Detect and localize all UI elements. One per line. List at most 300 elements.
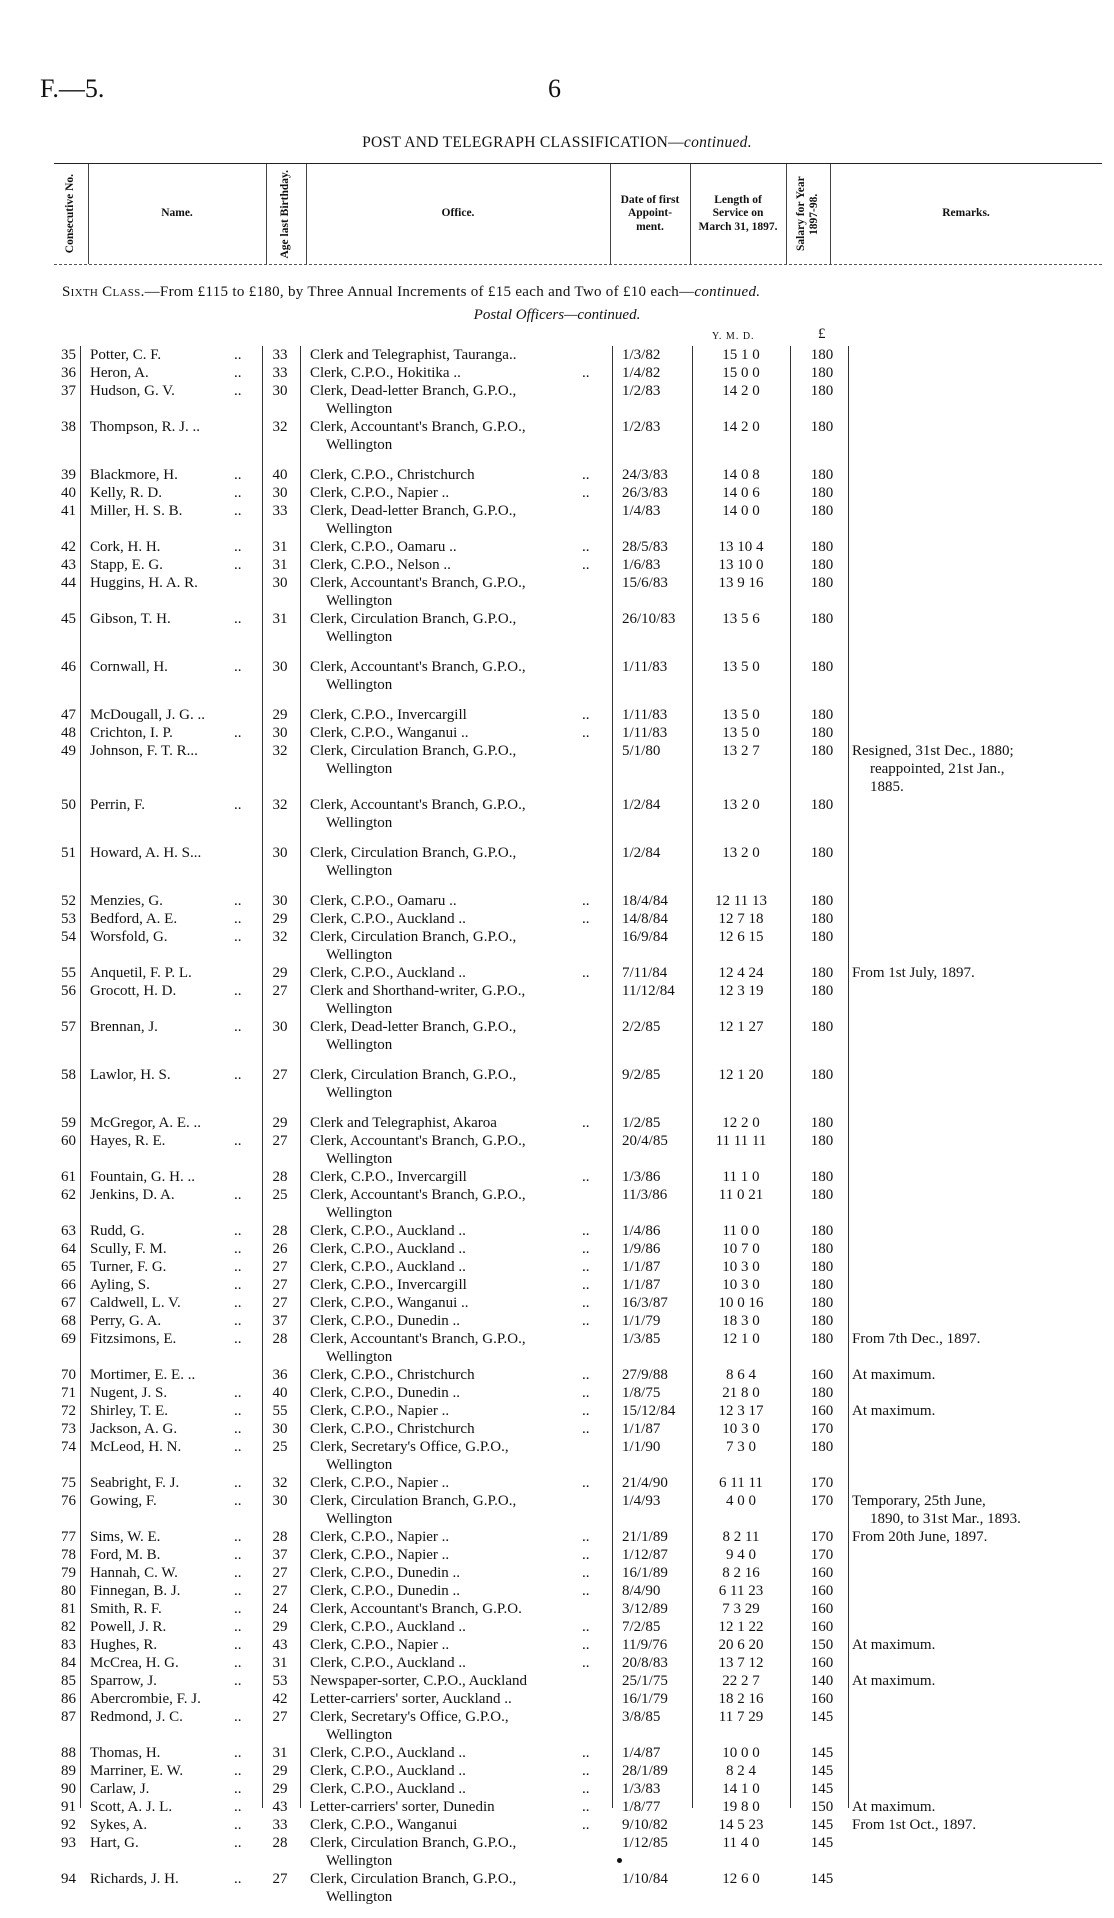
row-number: 67 [61, 1295, 76, 1311]
row-office: Clerk, Accountant's Branch, G.P.O., [310, 419, 526, 435]
row-age: 28 [272, 1529, 288, 1545]
row-age: 28 [272, 1169, 288, 1185]
row-service-length: 12 1 27 [718, 1019, 764, 1035]
row-office-continuation: Wellington [326, 1457, 393, 1473]
row-number: 61 [61, 1169, 76, 1185]
row-appointment-date: 1/4/86 [622, 1223, 661, 1239]
row-service-length: 13 2 0 [722, 797, 760, 813]
table-row [0, 1618, 1114, 1636]
row-remarks: Resigned, 31st Dec., 1880; [852, 743, 1014, 759]
row-appointment-date: 1/4/82 [622, 365, 661, 381]
table-row [0, 418, 1114, 466]
row-office-continuation: Wellington [326, 1001, 393, 1017]
row-number: 71 [61, 1385, 76, 1401]
row-appointment-date: 11/3/86 [622, 1187, 668, 1203]
row-salary: 180 [810, 893, 834, 909]
row-name: Powell, J. R. [90, 1619, 167, 1635]
row-leader-dots: .. [582, 365, 590, 381]
row-age: 32 [272, 929, 288, 945]
row-service-length: 11 4 0 [722, 1835, 760, 1851]
row-name: Stapp, E. G. [90, 557, 163, 573]
row-leader-dots: .. [234, 1133, 242, 1149]
row-name: Heron, A. [90, 365, 149, 381]
row-service-length: 9 4 0 [726, 1547, 756, 1563]
row-office: Clerk, C.P.O., Auckland .. [310, 1241, 466, 1257]
row-leader-dots: .. [582, 1403, 590, 1419]
page-mark [617, 1858, 622, 1863]
row-office: Clerk, Accountant's Branch, G.P.O., [310, 575, 526, 591]
table-row [0, 1636, 1114, 1654]
row-leader-dots: .. [234, 1277, 242, 1293]
row-age: 28 [272, 1835, 288, 1851]
row-appointment-date: 1/4/83 [622, 503, 661, 519]
class-name: Sixth Class. [62, 284, 145, 300]
row-office: Clerk, C.P.O., Invercargill [310, 1169, 467, 1185]
classification-table [0, 346, 1114, 1918]
page-title [0, 134, 1114, 152]
row-salary: 180 [810, 1439, 834, 1455]
table-row [0, 484, 1114, 502]
row-leader-dots: .. [582, 725, 590, 741]
row-number: 60 [61, 1133, 76, 1149]
table-row [0, 910, 1114, 928]
row-leader-dots: .. [582, 467, 590, 483]
row-appointment-date: 11/12/84 [622, 983, 675, 999]
row-office: Clerk, C.P.O., Dunedin .. [310, 1313, 460, 1329]
row-age: 27 [272, 1583, 288, 1599]
row-age: 27 [272, 1067, 288, 1083]
col-header-date: Date of first Appoint-ment. [610, 164, 691, 264]
document-reference: F.—5. [40, 74, 105, 103]
table-row [0, 1186, 1114, 1222]
row-leader-dots: .. [234, 503, 242, 519]
row-name: Cork, H. H. [90, 539, 161, 555]
row-salary: 145 [810, 1835, 834, 1851]
row-number: 86 [61, 1691, 76, 1707]
row-leader-dots: .. [234, 1493, 242, 1509]
row-age: 30 [272, 725, 288, 741]
row-name: Blackmore, H. [90, 467, 178, 483]
row-leader-dots: .. [582, 1277, 590, 1293]
row-appointment-date: 21/4/90 [622, 1475, 668, 1491]
class-description: —From £115 to £180, by Three Annual Increments of £15 each and Two of £10 each— [144, 284, 695, 300]
row-salary: 180 [810, 383, 834, 399]
row-office: Clerk, C.P.O., Oamaru .. [310, 539, 457, 555]
row-salary: 145 [810, 1709, 834, 1725]
row-age: 40 [272, 467, 288, 483]
row-leader-dots: .. [234, 725, 242, 741]
row-number: 82 [61, 1619, 76, 1635]
row-appointment-date: 1/4/87 [622, 1745, 661, 1761]
row-service-length: 12 4 24 [718, 965, 764, 981]
row-office: Clerk, Dead-letter Branch, G.P.O., [310, 383, 517, 399]
row-appointment-date: 1/11/83 [622, 707, 668, 723]
row-name: Howard, A. H. S... [90, 845, 202, 861]
row-office: Newspaper-sorter, C.P.O., Auckland [310, 1673, 527, 1689]
row-age: 27 [272, 1295, 288, 1311]
row-salary: 180 [810, 365, 834, 381]
class-continued: continued. [694, 284, 761, 300]
row-appointment-date: 24/3/83 [622, 467, 668, 483]
row-service-length: 14 2 0 [722, 419, 760, 435]
row-salary: 180 [810, 911, 834, 927]
row-appointment-date: 9/10/82 [622, 1817, 668, 1833]
row-leader-dots: .. [234, 1385, 242, 1401]
row-name: Smith, R. F. [90, 1601, 162, 1617]
row-appointment-date: 1/11/83 [622, 725, 668, 741]
row-age: 28 [272, 1223, 288, 1239]
row-salary: 145 [810, 1781, 834, 1797]
row-leader-dots: .. [234, 1637, 242, 1653]
row-leader-dots: .. [582, 1115, 590, 1131]
table-row [0, 1708, 1114, 1744]
row-appointment-date: 1/3/83 [622, 1781, 661, 1797]
row-name: Thomas, H. [90, 1745, 161, 1761]
row-service-length: 12 3 17 [718, 1403, 764, 1419]
row-age: 30 [272, 659, 288, 675]
row-number: 72 [61, 1403, 76, 1419]
row-number: 94 [61, 1871, 76, 1887]
row-office: Clerk, C.P.O., Nelson .. [310, 557, 451, 573]
row-leader-dots: .. [582, 1547, 590, 1563]
row-age: 27 [272, 1565, 288, 1581]
row-leader-dots: .. [582, 1817, 590, 1833]
row-age: 30 [272, 845, 288, 861]
row-name: Hudson, G. V. [90, 383, 175, 399]
row-age: 25 [272, 1439, 288, 1455]
row-office: Clerk, Accountant's Branch, G.P.O., [310, 797, 526, 813]
row-leader-dots: .. [234, 1781, 242, 1797]
row-office: Clerk and Telegraphist, Tauranga.. [310, 347, 517, 363]
table-row [0, 1114, 1114, 1132]
row-leader-dots: .. [234, 1403, 242, 1419]
row-leader-dots: .. [234, 1763, 242, 1779]
row-salary: 170 [810, 1529, 834, 1545]
row-age: 33 [272, 347, 288, 363]
row-appointment-date: 21/1/89 [622, 1529, 668, 1545]
row-leader-dots: .. [234, 365, 242, 381]
row-age: 30 [272, 893, 288, 909]
row-salary: 180 [810, 743, 834, 759]
row-number: 84 [61, 1655, 76, 1671]
row-salary: 145 [810, 1745, 834, 1761]
row-number: 46 [61, 659, 76, 675]
row-service-length: 12 7 18 [718, 911, 764, 927]
row-name: Bedford, A. E. [90, 911, 178, 927]
row-salary: 180 [810, 467, 834, 483]
row-service-length: 22 2 7 [722, 1673, 760, 1689]
row-leader-dots: .. [234, 1673, 242, 1689]
row-salary: 180 [810, 1169, 834, 1185]
row-name: Fountain, G. H. .. [90, 1169, 195, 1185]
row-number: 57 [61, 1019, 76, 1035]
row-number: 91 [61, 1799, 76, 1815]
row-name: Sykes, A. [90, 1817, 148, 1833]
row-name: Nugent, J. S. [90, 1385, 168, 1401]
row-service-length: 10 3 0 [722, 1259, 760, 1275]
row-number: 35 [61, 347, 76, 363]
row-salary: 180 [810, 1019, 834, 1035]
table-row [0, 742, 1114, 796]
row-remarks: At maximum. [852, 1637, 936, 1653]
row-salary: 160 [810, 1619, 834, 1635]
row-leader-dots: .. [234, 1067, 242, 1083]
row-remarks: At maximum. [852, 1403, 936, 1419]
row-leader-dots: .. [234, 1799, 242, 1815]
row-age: 30 [272, 1019, 288, 1035]
col-header-salary: Salary for Year 1897-98. [786, 164, 831, 264]
row-leader-dots: .. [234, 1475, 242, 1491]
row-name: Thompson, R. J. .. [90, 419, 201, 435]
row-name: Scully, F. M. [90, 1241, 167, 1257]
row-service-length: 12 6 15 [718, 929, 764, 945]
row-salary: 160 [810, 1565, 834, 1581]
row-appointment-date: 1/9/86 [622, 1241, 661, 1257]
row-salary: 180 [810, 1259, 834, 1275]
row-appointment-date: 20/4/85 [622, 1133, 668, 1149]
row-office-continuation: Wellington [326, 521, 393, 537]
row-appointment-date: 1/4/93 [622, 1493, 661, 1509]
row-office-continuation: Wellington [326, 1889, 393, 1905]
row-leader-dots: .. [234, 1619, 242, 1635]
row-office: Clerk, C.P.O., Auckland .. [310, 965, 466, 981]
row-service-length: 10 7 0 [722, 1241, 760, 1257]
row-office-continuation: Wellington [326, 1349, 393, 1365]
row-appointment-date: 20/8/83 [622, 1655, 668, 1671]
row-number: 64 [61, 1241, 76, 1257]
row-appointment-date: 27/9/88 [622, 1367, 668, 1383]
row-salary: 180 [810, 797, 834, 813]
row-appointment-date: 1/1/87 [622, 1277, 661, 1293]
row-leader-dots: .. [234, 1241, 242, 1257]
row-remarks: At maximum. [852, 1673, 936, 1689]
row-age: 24 [272, 1601, 288, 1617]
row-appointment-date: 1/2/84 [622, 845, 661, 861]
row-remarks: From 7th Dec., 1897. [852, 1331, 981, 1347]
row-name: Grocott, H. D. [90, 983, 177, 999]
row-leader-dots: .. [234, 1817, 242, 1833]
row-leader-dots: .. [582, 1619, 590, 1635]
table-row [0, 1222, 1114, 1240]
row-number: 85 [61, 1673, 76, 1689]
row-number: 83 [61, 1637, 76, 1653]
row-appointment-date: 26/10/83 [622, 611, 676, 627]
row-leader-dots: .. [234, 539, 242, 555]
row-number: 54 [61, 929, 76, 945]
row-service-length: 13 2 0 [722, 845, 760, 861]
row-number: 68 [61, 1313, 76, 1329]
row-appointment-date: 1/3/82 [622, 347, 661, 363]
row-service-length: 19 8 0 [722, 1799, 760, 1815]
row-name: Marriner, E. W. [90, 1763, 184, 1779]
row-service-length: 7 3 0 [726, 1439, 756, 1455]
row-appointment-date: 1/12/85 [622, 1835, 668, 1851]
row-leader-dots: .. [234, 1871, 242, 1887]
row-service-length: 7 3 29 [722, 1601, 760, 1617]
row-age: 27 [272, 1259, 288, 1275]
row-leader-dots: .. [234, 347, 242, 363]
row-name: Hughes, R. [90, 1637, 158, 1653]
row-leader-dots: .. [234, 1223, 242, 1239]
row-office: Clerk, Circulation Branch, G.P.O., [310, 743, 517, 759]
row-office: Clerk, Accountant's Branch, G.P.O., [310, 1187, 526, 1203]
row-number: 48 [61, 725, 76, 741]
row-service-length: 8 6 4 [726, 1367, 756, 1383]
row-appointment-date: 3/12/89 [622, 1601, 668, 1617]
row-leader-dots: .. [234, 1601, 242, 1617]
service-units-label: Y. M. D. [712, 331, 755, 342]
row-service-length: 13 2 7 [722, 743, 760, 759]
row-age: 29 [272, 707, 288, 723]
row-name: Ford, M. B. [90, 1547, 161, 1563]
row-service-length: 10 0 0 [722, 1745, 760, 1761]
row-leader-dots: .. [234, 557, 242, 573]
row-service-length: 8 2 11 [722, 1529, 760, 1545]
row-leader-dots: .. [234, 1565, 242, 1581]
row-age: 37 [272, 1313, 288, 1329]
row-office-continuation: Wellington [326, 1037, 393, 1053]
row-salary: 160 [810, 1367, 834, 1383]
row-age: 36 [272, 1367, 288, 1383]
row-number: 38 [61, 419, 76, 435]
row-number: 47 [61, 707, 76, 723]
row-service-length: 11 7 29 [718, 1709, 764, 1725]
row-leader-dots: .. [582, 1313, 590, 1329]
row-leader-dots: .. [234, 1313, 242, 1329]
table-row [0, 1240, 1114, 1258]
row-service-length: 13 10 4 [718, 539, 764, 555]
row-number: 87 [61, 1709, 76, 1725]
row-name: Fitzsimons, E. [90, 1331, 177, 1347]
row-name: Lawlor, H. S. [90, 1067, 171, 1083]
row-service-length: 12 6 0 [722, 1871, 760, 1887]
row-name: Gibson, T. H. [90, 611, 171, 627]
row-appointment-date: 1/2/83 [622, 419, 661, 435]
row-service-length: 18 3 0 [722, 1313, 760, 1329]
col-header-remarks: Remarks. [942, 207, 990, 220]
row-age: 55 [272, 1403, 288, 1419]
row-number: 89 [61, 1763, 76, 1779]
row-name: Mortimer, E. E. .. [90, 1367, 196, 1383]
table-row [0, 1600, 1114, 1618]
row-number: 70 [61, 1367, 76, 1383]
table-row [0, 1312, 1114, 1330]
row-name: Johnson, F. T. R... [90, 743, 198, 759]
row-age: 29 [272, 1115, 288, 1131]
row-leader-dots: .. [582, 557, 590, 573]
row-age: 27 [272, 1871, 288, 1887]
row-appointment-date: 28/5/83 [622, 539, 668, 555]
row-salary: 160 [810, 1601, 834, 1617]
row-name: Gowing, F. [90, 1493, 157, 1509]
row-appointment-date: 7/2/85 [622, 1619, 661, 1635]
row-number: 36 [61, 365, 76, 381]
row-office: Clerk, C.P.O., Napier .. [310, 1547, 450, 1563]
row-service-length: 13 9 16 [718, 575, 764, 591]
row-appointment-date: 1/6/83 [622, 557, 661, 573]
table-row [0, 502, 1114, 538]
row-office: Clerk, Accountant's Branch, G.P.O., [310, 1331, 526, 1347]
row-leader-dots: .. [582, 1781, 590, 1797]
row-salary: 170 [810, 1547, 834, 1563]
table-row [0, 1384, 1114, 1402]
row-appointment-date: 15/6/83 [622, 575, 668, 591]
row-remarks: At maximum. [852, 1799, 936, 1815]
row-salary: 160 [810, 1655, 834, 1671]
row-salary: 180 [810, 845, 834, 861]
row-appointment-date: 1/1/87 [622, 1259, 661, 1275]
table-row [0, 1366, 1114, 1384]
row-service-length: 13 5 0 [722, 707, 760, 723]
row-salary: 180 [810, 707, 834, 723]
row-office: Clerk, C.P.O., Christchurch [310, 1367, 475, 1383]
row-office: Clerk, C.P.O., Christchurch [310, 467, 475, 483]
table-row [0, 1654, 1114, 1672]
row-service-length: 10 0 16 [718, 1295, 764, 1311]
row-age: 33 [272, 503, 288, 519]
row-office: Clerk, Accountant's Branch, G.P.O. [310, 1601, 522, 1617]
row-service-length: 13 5 6 [722, 611, 760, 627]
row-service-length: 12 1 20 [718, 1067, 764, 1083]
table-row [0, 346, 1114, 364]
row-appointment-date: 15/12/84 [622, 1403, 676, 1419]
row-office: Clerk, Circulation Branch, G.P.O., [310, 1871, 517, 1887]
row-salary: 180 [810, 347, 834, 363]
row-age: 40 [272, 1385, 288, 1401]
row-office-continuation: Wellington [326, 1511, 393, 1527]
row-leader-dots: .. [234, 1547, 242, 1563]
row-salary: 180 [810, 485, 834, 501]
row-name: Seabright, F. J. [90, 1475, 180, 1491]
row-office: Clerk, C.P.O., Wanganui .. [310, 725, 469, 741]
row-leader-dots: .. [582, 1259, 590, 1275]
row-office: Clerk, Circulation Branch, G.P.O., [310, 611, 517, 627]
row-appointment-date: 5/1/80 [622, 743, 661, 759]
row-number: 63 [61, 1223, 76, 1239]
row-office: Clerk and Shorthand-writer, G.P.O., [310, 983, 526, 999]
row-name: Carlaw, J. [90, 1781, 150, 1797]
row-leader-dots: .. [582, 707, 590, 723]
table-row [0, 1672, 1114, 1690]
row-salary: 180 [810, 965, 834, 981]
row-leader-dots: .. [234, 1583, 242, 1599]
row-appointment-date: 16/1/79 [622, 1691, 668, 1707]
row-name: Scott, A. J. L. [90, 1799, 173, 1815]
row-leader-dots: .. [582, 1583, 590, 1599]
row-office: Letter-carriers' sorter, Dunedin [310, 1799, 495, 1815]
row-number: 65 [61, 1259, 76, 1275]
row-number: 79 [61, 1565, 76, 1581]
row-appointment-date: 1/3/86 [622, 1169, 661, 1185]
row-salary: 180 [810, 1115, 834, 1131]
row-service-length: 4 0 0 [726, 1493, 756, 1509]
row-remarks: Temporary, 25th June, [852, 1493, 986, 1509]
row-age: 27 [272, 983, 288, 999]
row-leader-dots: .. [582, 965, 590, 981]
row-leader-dots: .. [582, 1385, 590, 1401]
row-number: 76 [61, 1493, 76, 1509]
row-number: 37 [61, 383, 76, 399]
row-age: 27 [272, 1277, 288, 1293]
row-office: Clerk, C.P.O., Invercargill [310, 707, 467, 723]
row-name: Jackson, A. G. [90, 1421, 178, 1437]
table-row [0, 1744, 1114, 1762]
row-age: 31 [272, 1745, 288, 1761]
table-row [0, 538, 1114, 556]
row-age: 32 [272, 743, 288, 759]
row-number: 62 [61, 1187, 76, 1203]
row-appointment-date: 2/2/85 [622, 1019, 661, 1035]
